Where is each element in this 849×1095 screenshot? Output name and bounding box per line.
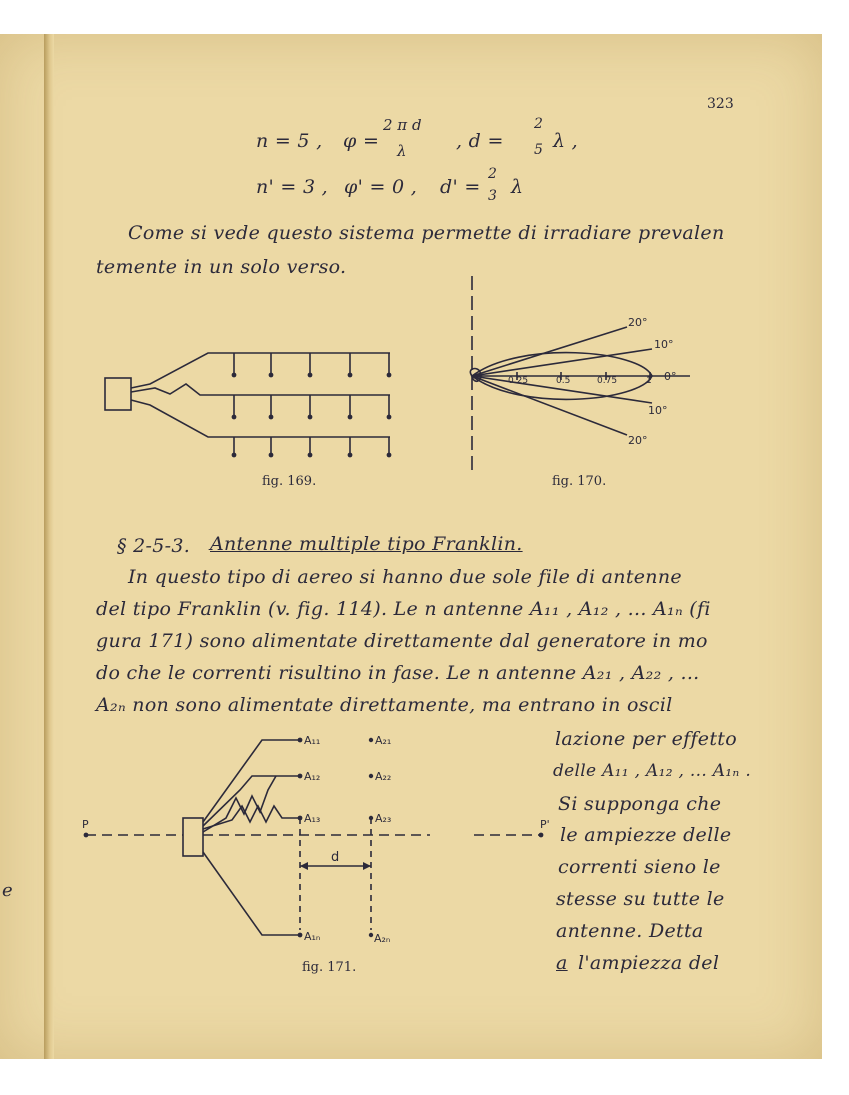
page-number: 323 (707, 96, 734, 112)
fig171-label-A13: A₁₃ (304, 812, 321, 825)
section-number: § 2-5-3. (117, 535, 191, 557)
para2-line2: del tipo Franklin (v. fig. 114). Le n antenne A₁₁ , A₁₂ , ... A₁ₙ (fi (96, 598, 711, 620)
side-line-6: stesse su tutte le (556, 888, 725, 910)
side-line-8-a: a (556, 952, 568, 974)
fig171-label-A1n: A₁ₙ (304, 930, 321, 943)
side-line-1: lazione per effetto (555, 728, 737, 750)
formula1-lambda: λ , (553, 130, 579, 152)
fig171-label-A12: A₁₂ (304, 770, 321, 783)
side-line-4: le ampiezze delle (560, 824, 732, 846)
para2-line3: gura 171) sono alimentate direttamente dal generatore in mo (96, 630, 708, 652)
fig171-feed-A1n (203, 852, 300, 935)
fig171-label-P: P (82, 818, 89, 831)
fig171-label-A23: A₂₃ (375, 812, 392, 825)
formula1-d-denominator: 5 (534, 142, 543, 158)
para2-line4: do che le correnti risultino in fase. Le n antenne A₂₁ , A₂₂ , ... (96, 662, 700, 684)
fig171-feed-A13 (203, 806, 300, 829)
formula2-lambda: λ (511, 176, 524, 198)
fig169-feed-top (131, 353, 390, 388)
fig171-label-A11: A₁₁ (304, 734, 321, 747)
formula2-d-numerator: 2 (488, 166, 497, 182)
fig170-line-20-top (472, 327, 627, 376)
fig169-diagram (105, 353, 391, 457)
fig170-tick-05: 0.5 (556, 376, 571, 386)
para2-line1: In questo tipo di aereo si hanno due sole file di antenne (128, 566, 682, 588)
left-margin-fragment: e (2, 880, 13, 901)
side-line-8: l'ampiezza del (578, 952, 720, 974)
formula2-n: n' = 3 , (256, 176, 329, 198)
side-line-5: correnti sieno le (558, 856, 721, 878)
fig170-label-20-bottom: 20° (628, 434, 648, 447)
fig171-diagram (84, 738, 544, 938)
fig171-antenna-dots (84, 738, 544, 938)
fig170-label-0: 0° (664, 370, 677, 383)
para1-line2: temente in un solo verso. (96, 256, 347, 278)
fig171-label-A2n: A₂ₙ (374, 932, 391, 945)
fig171-caption: fig. 171. (302, 960, 357, 975)
side-line-7: antenne. Detta (556, 920, 704, 942)
fig171-label-d: d (331, 850, 340, 865)
fig170-tick-075: 0.75 (597, 376, 618, 386)
para1-line1: Come si vede questo sistema permette di irradiare prevalen (128, 222, 725, 244)
fig170-label-20-top: 20° (628, 316, 648, 329)
formula1-n: n = 5 , (256, 130, 323, 152)
fig170-tick-1: 1 (646, 376, 652, 386)
fig170-label-10-bottom: 10° (648, 404, 668, 417)
fig171-feed-A11 (203, 740, 300, 822)
formula1-phi-denominator: λ (397, 142, 407, 160)
formula2-d: d' = (440, 176, 481, 198)
fig170-caption: fig. 170. (552, 474, 607, 489)
side-line-3: Si supponga che (558, 793, 722, 815)
fig171-label-P-prime: P' (540, 818, 550, 831)
formula1-d-numerator: 2 (534, 116, 543, 132)
para2-line5: A₂ₙ non sono alimentate direttamente, ma entrano in oscil (96, 694, 673, 716)
formula2-phi: φ' = 0 , (344, 176, 418, 198)
fig169-feed-middle (131, 384, 390, 395)
fig171-generator-box (183, 818, 203, 856)
fig170-diagram (470, 276, 690, 470)
side-line-2: delle A₁₁ , A₁₂ , ... A₁ₙ . (553, 761, 752, 781)
formula2-d-denominator: 3 (488, 188, 497, 204)
fig171-label-A21: A₂₁ (375, 734, 392, 747)
fig169-caption: fig. 169. (262, 474, 317, 489)
fig171-label-A22: A₂₂ (375, 770, 392, 783)
fig170-label-10-top: 10° (654, 338, 674, 351)
fig169-dipoles (232, 353, 392, 457)
fig171-coupling-zigzag (203, 776, 276, 832)
formula1-d: , d = (456, 130, 504, 152)
section-title: Antenne multiple tipo Franklin. (210, 533, 523, 555)
formula1-phi: φ = (343, 130, 380, 152)
fig169-generator-box (105, 378, 131, 410)
fig170-tick-025: 0.25 (508, 376, 529, 386)
formula1-phi-numerator: 2 π d (383, 116, 422, 134)
